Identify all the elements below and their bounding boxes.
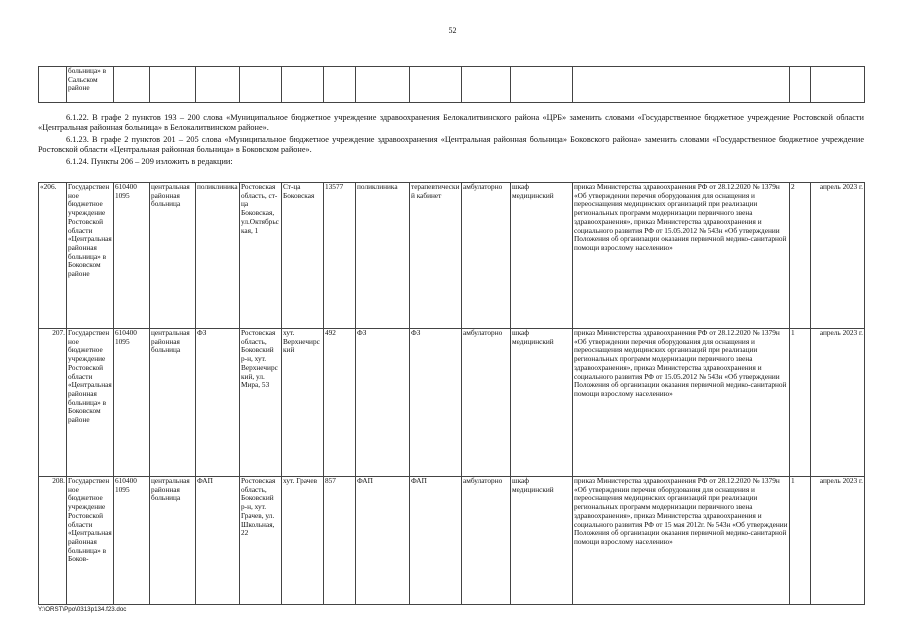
address-cell: Ростовская область, Боковский р-н, хут. Верхнечирский, ул. Мира, 53 [240, 329, 282, 477]
basis-cell: приказ Министерства здравоохранения РФ от 28.12.2020 № 1379н «Об утверждении перечня оборудования для оснащения и переоснащения медицинских организаций при реализации региональных программ модернизации первичного звена здравоохранения», приказ Министерства здравоохранения и социального развития РФ от 15.05.2012 № 543н «Об утверждении Положения об организации оказания первичной медико-санитарной помощи взрослому населению» [573, 329, 790, 477]
paragraph: 6.1.23. В графе 2 пунктов 201 – 205 слова «Муниципальное бюджетное учреждение здравоохранения «Центральная районная больница» Боковского района» заменить словами «Государственное бюджетное учреждение Ростовской области «Центральная районная больница» в Боковском районе». [38, 135, 864, 155]
row-number: 207. [39, 329, 67, 477]
care-cell: амбулаторно [462, 477, 511, 605]
paragraph: 6.1.24. Пункты 206 – 209 изложить в редакции: [66, 157, 233, 166]
unit-cell: ФЗ [196, 329, 240, 477]
quantity-cell: 1 [790, 477, 811, 605]
unit2-cell: ФЗ [356, 329, 410, 477]
table-row [39, 329, 865, 477]
code-cell: 610400 1095 [114, 477, 150, 605]
type-cell: центральная районная больница [150, 329, 196, 477]
table-row [39, 183, 865, 329]
care-cell: амбулаторно [462, 183, 511, 329]
table-fragment-top [38, 66, 865, 103]
date-cell: апрель 2023 г. [811, 477, 865, 605]
type-cell: центральная районная больница [150, 183, 196, 329]
address-cell: Ростовская область, Боковский р-н, хут. Грачев, ул. Школьная, 22 [240, 477, 282, 605]
table-row [39, 67, 865, 103]
unit2-cell: поликлиника [356, 183, 410, 329]
room-cell: ФАП [410, 477, 462, 605]
type-cell: центральная районная больница [150, 477, 196, 605]
equipment-cell: шкаф медицинский [511, 477, 573, 605]
data-table [38, 182, 865, 605]
basis-cell: приказ Министерства здравоохранения РФ от 28.12.2020 № 1379н «Об утверждении перечня оборудования для оснащения и переоснащения медицинских организаций при реализации региональных программ модернизации первичного звена здравоохранения», приказ Министерства здравоохранения и социального развития РФ от 15 мая 2012г. № 543н «Об утверждении Положения об организации оказания первичной медико-санитарной помощи взрослому населению» [573, 477, 790, 605]
table-row [39, 477, 865, 605]
population-cell: 857 [324, 477, 356, 605]
population-cell: 492 [324, 329, 356, 477]
date-cell: апрель 2023 г. [811, 183, 865, 329]
settlement-cell: Ст-ца Боковская [282, 183, 324, 329]
equipment-cell: шкаф медицинский [511, 183, 573, 329]
organization-cell: Государственное бюджетное учреждение Ростовской области «Центральная районная больница» в Боковском районе [67, 329, 114, 477]
row-number: 208. [39, 477, 67, 605]
code-cell: 610400 1095 [114, 183, 150, 329]
row-number: «206. [39, 183, 67, 329]
room-cell: терапевтический кабинет [410, 183, 462, 329]
unit2-cell: ФАП [356, 477, 410, 605]
organization-cell: Государственное бюджетное учреждение Ростовской области «Центральная районная больница» в Боков- [67, 477, 114, 605]
paragraph: 6.1.22. В графе 2 пунктов 193 – 200 слова «Муниципальное бюджетное учреждение здравоохранения Белокалитвинского района «ЦРБ» заменить словами «Государственное бюджетное учреждение Ростовской области «Центральная районная больница» в Белокалитвинском районе». [38, 113, 864, 133]
page-number: 52 [448, 26, 457, 35]
file-path-footer: Y:\ORST\Ppo\0313p134.f23.doc [38, 606, 127, 613]
table-cell: больница» в Сальском районе [67, 67, 114, 103]
settlement-cell: хут. Грачев [282, 477, 324, 605]
basis-cell: приказ Министерства здравоохранения РФ от 28.12.2020 № 1379н «Об утверждении перечня оборудования для оснащения и переоснащения медицинских организаций при реализации региональных программ модернизации первичного звена здравоохранения», приказ Министерства здравоохранения и социального развития РФ от 15.05.2012 № 543н «Об утверждении Положения об организации оказания первичной медико-санитарной помощи взрослому населению» [573, 183, 790, 329]
organization-cell: Государственное бюджетное учреждение Ростовской области «Центральная районная больница» в Боковском районе [67, 183, 114, 329]
address-cell: Ростовская область, ст-ца Боковская, ул.Октябрьская, 1 [240, 183, 282, 329]
care-cell: амбулаторно [462, 329, 511, 477]
quantity-cell: 1 [790, 329, 811, 477]
room-cell: ФЗ [410, 329, 462, 477]
settlement-cell: хут. Верхнечирский [282, 329, 324, 477]
unit-cell: ФАП [196, 477, 240, 605]
population-cell: 13577 [324, 183, 356, 329]
code-cell: 610400 1095 [114, 329, 150, 477]
unit-cell: поликлиника [196, 183, 240, 329]
equipment-cell: шкаф медицинский [511, 329, 573, 477]
date-cell: апрель 2023 г. [811, 329, 865, 477]
quantity-cell: 2 [790, 183, 811, 329]
